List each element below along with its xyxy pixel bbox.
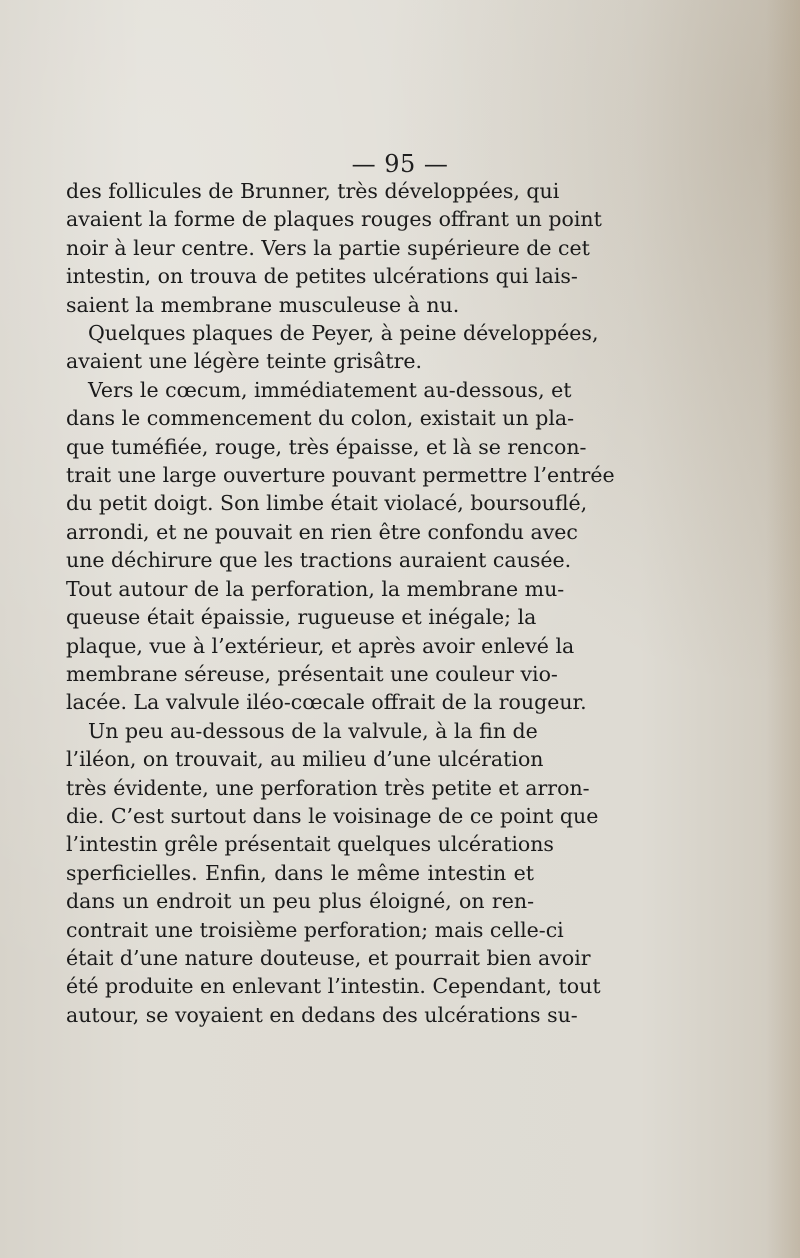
text-line: contrait une troisième perforation; mais celle-ci xyxy=(66,917,564,942)
text-line: était d’une nature douteuse, et pourrait bien avoir xyxy=(66,945,591,970)
text-line: intestin, on trouva de petites ulcérations qui lais- xyxy=(66,264,578,289)
text-line: saient la membrane musculeuse à nu. xyxy=(66,292,460,317)
text-line: Un peu au-dessous de la valvule, à la fin de xyxy=(88,718,538,743)
text-line: queuse était épaissie, rugueuse et inégale; la xyxy=(66,605,537,630)
text-line: avaient la forme de plaques rouges offrant un point xyxy=(66,207,602,232)
text-line: Tout autour de la perforation, la membrane mu- xyxy=(66,576,565,601)
text-line: plaque, vue à l’extérieur, et après avoir enlevé la xyxy=(66,633,575,658)
text-line: die. C’est surtout dans le voisinage de ce point que xyxy=(66,803,599,828)
text-line: trait une large ouverture pouvant permettre l’entrée xyxy=(66,463,615,488)
text-line: sperficielles. Enfin, dans le même intestin et xyxy=(66,860,534,885)
page-edge-shadow xyxy=(766,0,800,1258)
text-line: noir à leur centre. Vers la partie supérieure de cet xyxy=(66,235,590,260)
text-line: membrane séreuse, présentait une couleur vio- xyxy=(66,661,558,686)
text-line: dans le commencement du colon, existait un pla- xyxy=(66,406,575,431)
text-line: que tuméfiée, rouge, très épaisse, et là se rencon- xyxy=(66,434,587,459)
text-line: lacée. La valvule iléo-cœcale offrait de la rougeur. xyxy=(66,690,587,715)
text-line: avaient une légère teinte grisâtre. xyxy=(66,349,423,374)
text-line: l’intestin grêle présentait quelques ulcérations xyxy=(66,832,554,857)
page-number: — 95 — xyxy=(351,150,449,178)
text-line: Quelques plaques de Peyer, à peine développées, xyxy=(88,321,599,346)
text-line: été produite en enlevant l’intestin. Cependant, tout xyxy=(66,974,601,999)
text-line: des follicules de Brunner, très développées, qui xyxy=(66,179,560,203)
text-line: très évidente, une perforation très petite et arron- xyxy=(66,775,590,800)
text-line: dans un endroit un peu plus éloigné, on ren- xyxy=(66,889,534,914)
text-line: autour, se voyaient en dedans des ulcérations su- xyxy=(66,1002,578,1027)
text-line: arrondi, et ne pouvait en rien être confondu avec xyxy=(66,519,578,544)
text-line: l’iléon, on trouvait, au milieu d’une ulcération xyxy=(66,747,544,772)
text-line: du petit doigt. Son limbe était violacé, boursouflé, xyxy=(66,491,588,516)
text-line: Vers le cœcum, immédiatement au-dessous, et xyxy=(88,377,572,402)
text-line: une déchirure que les tractions auraient causée. xyxy=(66,548,572,573)
body-text xyxy=(66,177,615,1029)
